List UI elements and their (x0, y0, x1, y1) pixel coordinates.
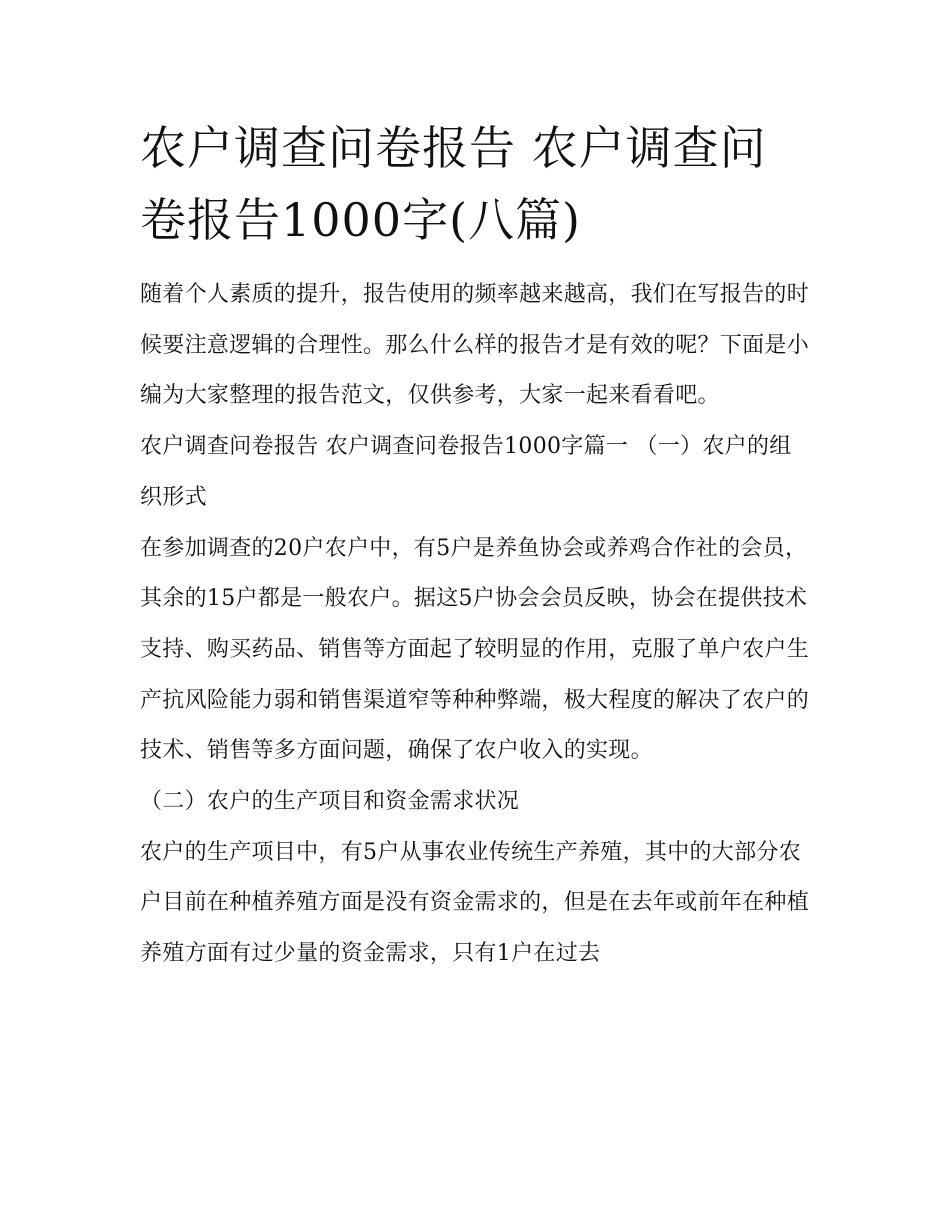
paragraph-section-heading-1: 农户调查问卷报告 农户调查问卷报告1000字篇一 （一）农户的组织形式 (140, 434, 792, 510)
paragraph-organization: 在参加调查的20户农户中，有5户是养鱼协会或养鸡合作社的会员，其余的15户都是一般农户。据这5户协会会员反映，协会在提供技术支持、购买药品、销售等方面起了较明显的作用，克服了单户农户生产抗风险能力弱和销售渠道窄等种种弊端，极大程度的解决了农户的技术、销售等多方面问题，确保了农户收入的实现。 (140, 535, 810, 764)
paragraph-section-heading-2: （二）农户的生产项目和资金需求状况 (140, 789, 520, 815)
document-title: 农户调查问卷报告 农户调查问卷报告1000字(八篇) (140, 121, 767, 247)
document-page (140, 112, 812, 980)
paragraph-production: 农户的生产项目中，有5户从事农业传统生产养殖，其中的大部分农户目前在种植养殖方面是没有资金需求的，但是在去年或前年在种植养殖方面有过少量的资金需求，只有1户在过去 (140, 839, 810, 967)
paragraph-intro: 随着个人素质的提升，报告使用的频率越来越高，我们在写报告的时候要注意逻辑的合理性。那么什么样的报告才是有效的呢？下面是小编为大家整理的报告范文，仅供参考，大家一起来看看吧。 (140, 282, 810, 409)
